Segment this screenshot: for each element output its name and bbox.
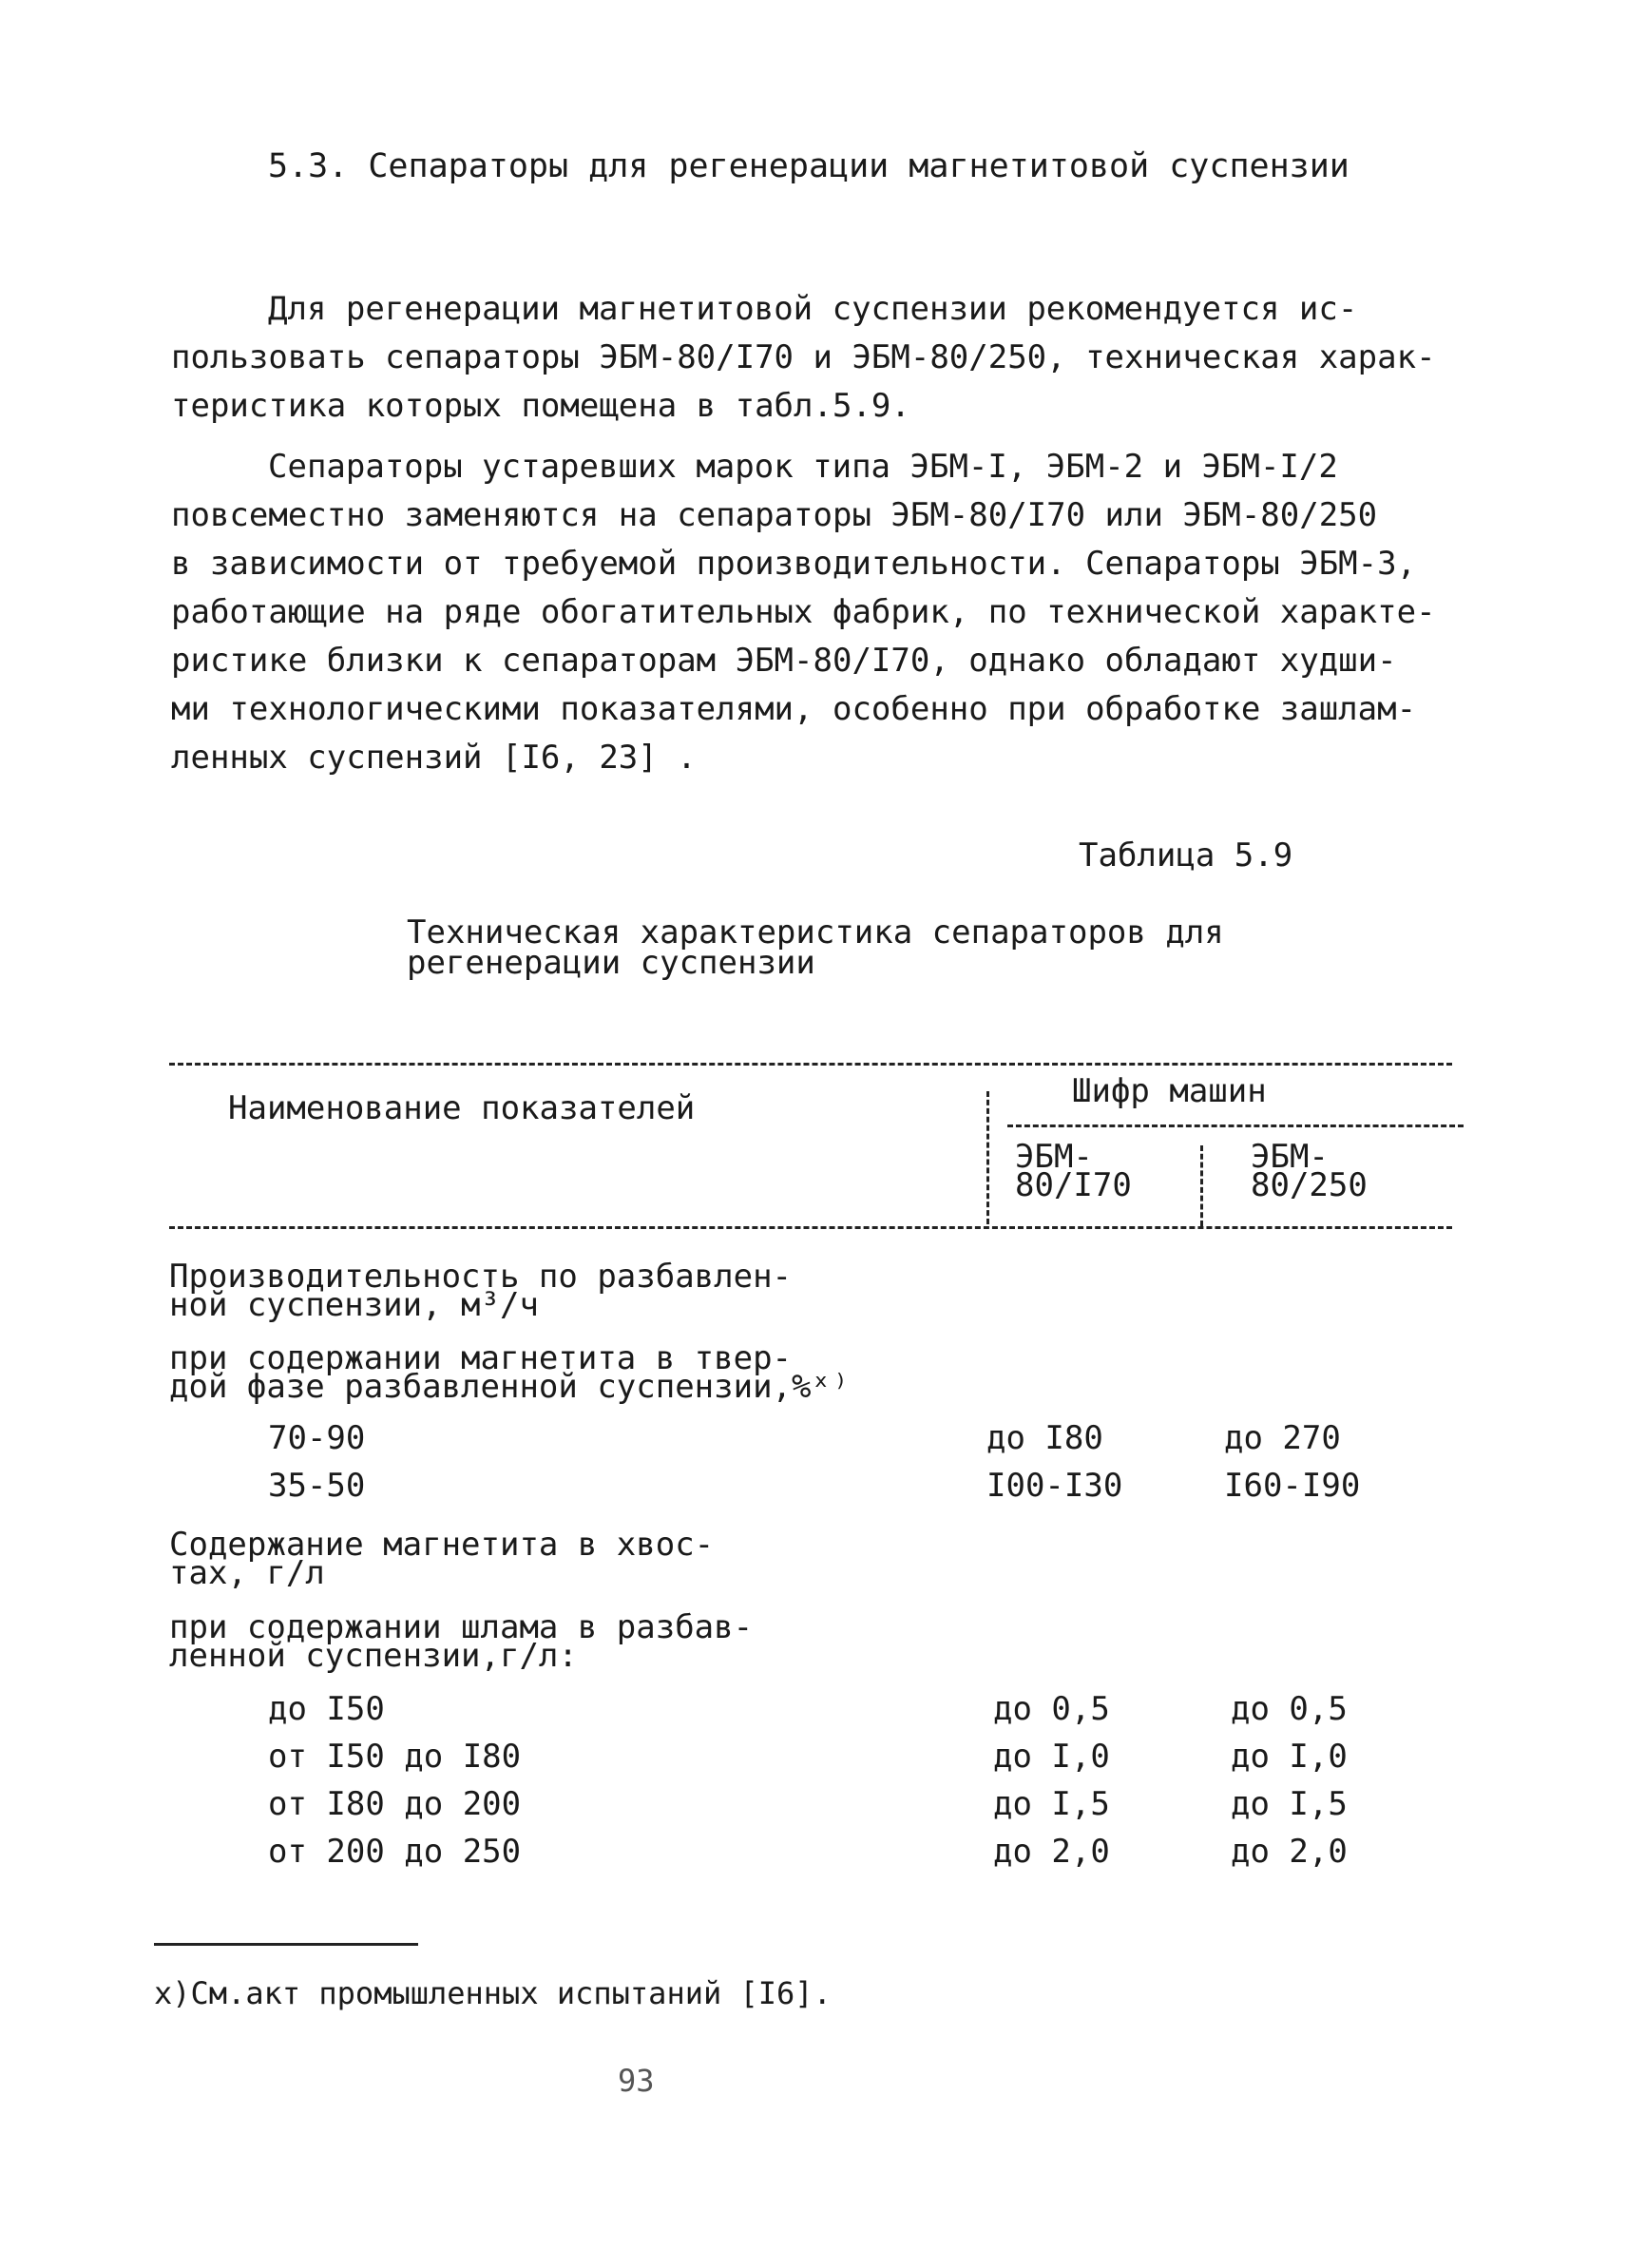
row-label-line: при содержании шлама в разбав- [169, 1608, 754, 1646]
column-divider [986, 1091, 989, 1224]
table-cell-value: до I80 [986, 1419, 1103, 1457]
table-row-label: от I80 до 200 [268, 1785, 522, 1823]
table-row-label: 35-50 [268, 1467, 366, 1505]
table-label: Таблица 5.9 [1079, 836, 1293, 875]
table-cell-value: до 0,5 [993, 1690, 1110, 1728]
table-cell-value: I00-I30 [986, 1467, 1123, 1505]
header-col1 [1015, 1138, 1132, 1204]
paragraph-line: в зависимости от требуемой производительности. Сепараторы ЭБМ-3, [171, 545, 1417, 583]
row-label-line: ленной суспензии,г/л: [169, 1637, 578, 1675]
paragraph-line: ристике близки к сепараторам ЭБМ-80/I70, однако обладают худши- [171, 642, 1397, 680]
table-row-label: до I50 [268, 1690, 385, 1728]
table-cell-value: до I,5 [993, 1785, 1110, 1823]
row-label-line: тах, г/л [169, 1554, 325, 1592]
table-cell-value: до I,0 [1231, 1738, 1348, 1776]
paragraph-line: повсеместно заменяются на сепараторы ЭБМ-80/I70 или ЭБМ-80/250 [171, 496, 1378, 534]
row-label-line: дой фазе разбавленной суспензии,%ˣ⁾ [169, 1368, 851, 1406]
table-title [407, 913, 1224, 982]
table-row-label [169, 1258, 793, 1324]
table-top-rule [169, 1063, 1452, 1066]
paragraph-line: пользовать сепараторы ЭБМ-80/I70 и ЭБМ-80/250, техническая харак- [171, 338, 1436, 376]
paragraph-line: ми технологическими показателями, особенно при обработке зашлам- [171, 690, 1417, 728]
paragraph-line: теристика которых помещена в табл.5.9. [171, 387, 910, 425]
table-row-label [169, 1339, 851, 1406]
paragraph-line: работающие на ряде обогатительных фабрик, по технической характе- [171, 593, 1436, 631]
table-row-label [169, 1526, 715, 1592]
header-col2 [1251, 1138, 1368, 1204]
paragraph-line: ленных суспензий [I6, 23] . [171, 739, 697, 777]
paragraph-2 [171, 443, 1464, 782]
row-label-line: Производительность по разбавлен- [169, 1258, 793, 1296]
footnote: х)См.акт промышленных испытаний [I6]. [154, 1975, 832, 2011]
header-group: Шифр машин [1072, 1072, 1267, 1110]
header-group-rule [1007, 1124, 1464, 1127]
table-cell-value: до 2,0 [993, 1833, 1110, 1871]
paragraph-1 [171, 285, 1464, 431]
header-bottom-rule [169, 1226, 1452, 1229]
table-row-label: от 200 до 250 [268, 1833, 522, 1871]
header-line: ЭБМ- [1015, 1138, 1093, 1176]
table-row-label: 70-90 [268, 1419, 366, 1457]
row-label-line: ной суспензии, м³/ч [169, 1286, 539, 1324]
table-cell-value: I60-I90 [1224, 1467, 1361, 1505]
header-col-name: Наименование показателей [228, 1089, 696, 1127]
header-line: 80/I70 [1015, 1166, 1132, 1204]
row-label-line: Содержание магнетита в хвос- [169, 1526, 715, 1564]
table-cell-value: до I,5 [1231, 1785, 1348, 1823]
table-row-label: от I50 до I80 [268, 1738, 522, 1776]
table-title-line: регенерации суспензии [407, 944, 815, 982]
table-cell-value: до 2,0 [1231, 1833, 1348, 1871]
table-cell-value: до 270 [1224, 1419, 1341, 1457]
footnote-rule [154, 1943, 418, 1946]
page-number: 93 [618, 2063, 655, 2099]
paragraph-line: Для регенерации магнетитовой суспензии рекомендуется ис- [268, 290, 1358, 328]
table-title-line: Техническая характеристика сепараторов для [407, 913, 1224, 951]
header-line: ЭБМ- [1251, 1138, 1329, 1176]
table-cell-value: до I,0 [993, 1738, 1110, 1776]
column-divider [1200, 1145, 1203, 1226]
table-row-label [169, 1608, 754, 1675]
header-line: 80/250 [1251, 1166, 1368, 1204]
paragraph-line: Сепараторы устаревших марок типа ЭБМ-I, ЭБМ-2 и ЭБМ-I/2 [268, 448, 1338, 486]
row-label-line: при содержании магнетита в твер- [169, 1339, 793, 1377]
section-heading: 5.3. Сепараторы для регенерации магнетитовой суспензии [268, 147, 1349, 185]
table-cell-value: до 0,5 [1231, 1690, 1348, 1728]
